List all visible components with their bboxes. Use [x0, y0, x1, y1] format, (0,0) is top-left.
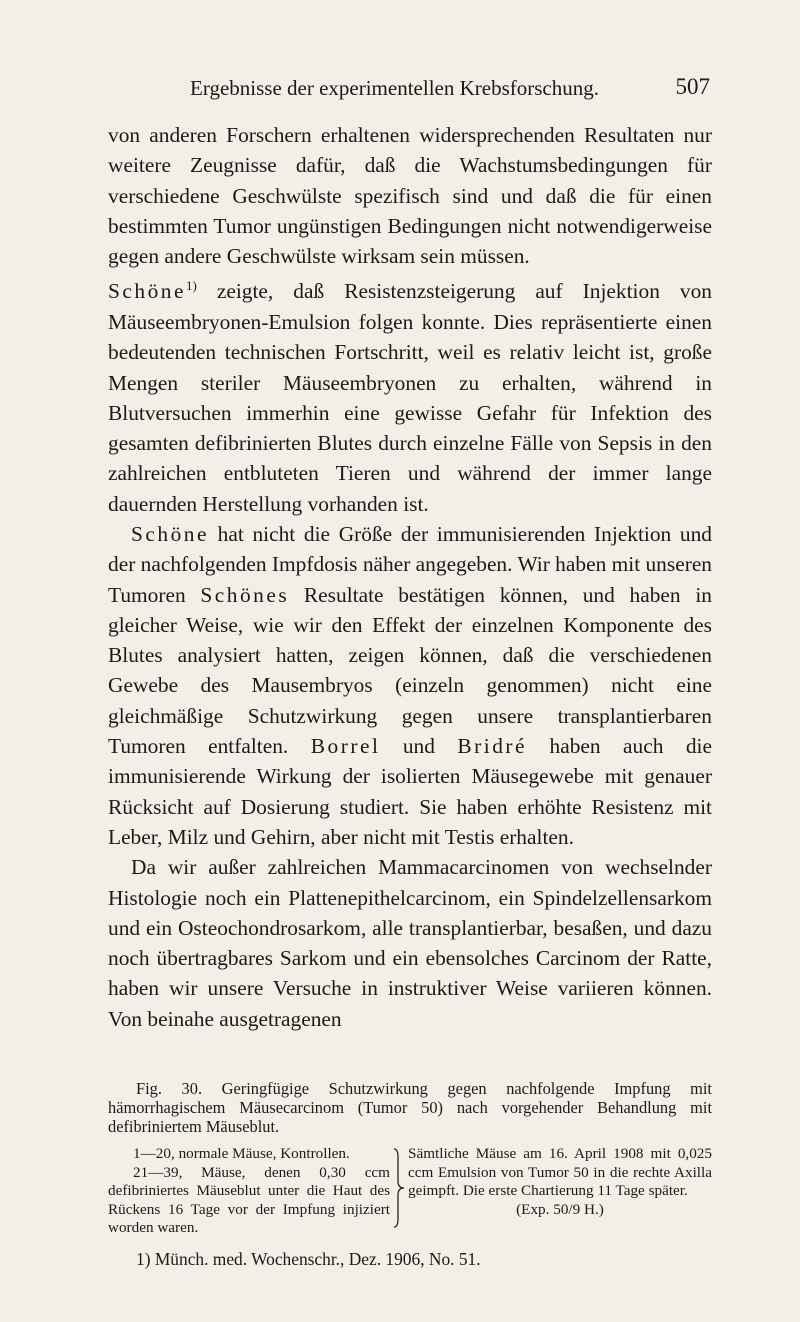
author-name: Borrel	[310, 734, 381, 759]
experiment-id: (Exp. 50/9 H.)	[516, 1200, 604, 1218]
paragraph-2-part-b: Resultate bestätigen können, und haben in gleicher Weise, wie wir den Effekt der einzelnen Komponente des Blutes analysiert hatten, zeigen können, daß die verschiedenen Gewebe des Mausembryos (einzeln genommen) nicht eine gleichmäßige Schutzwirkung gegen unsere transplantierbaren Tumoren entfalten.	[108, 582, 712, 759]
paragraph-1-part-a: von anderen Forschern erhaltenen widersprechenden Resultaten nur weitere Zeugnisse dafür, daß die Wachstumsbedingungen für verschiedene Geschwülste spezifisch sind und daß die für einen bestimmten Tumor ungünstigen Bedingungen nicht notwendigerweise gegen andere Geschwülste wirksam sein müssen.	[108, 123, 712, 269]
paragraph-2-part-d: haben auch die immunisierende Wirkung der isolierten Mäusegewebe mit genauer Rücksicht auf Dosierung studiert. Sie haben erhöhte Resistenz mit Leber, Milz und Gehirn, aber nicht mit Testis erhalten.	[108, 734, 712, 849]
author-name: Bridré	[457, 734, 528, 759]
legend-treated-group: 21—39, Mäuse, denen 0,30 ccm defibriniertes Mäuseblut unter die Haut des Rückens 16 Tage vor der Impfung injiziert worden waren.	[108, 1163, 390, 1236]
main-text	[108, 120, 712, 1034]
paragraph-3: Da wir außer zahlreichen Mammacarcinomen von wechselnder Histologie noch ein Plattenepithelcarcinom, ein Spindelzellensarkom und ein Osteochondrosarkom, alle transplantierbar, besaßen, und dazu noch übertragbares Sarkom und ein ebensolches Carcinom der Ratte, haben wir unsere Versuche in instruktiver Weise variieren können. Von beinahe ausgetragenen	[108, 855, 712, 1031]
page-number: 507	[675, 74, 710, 99]
paragraph-1	[108, 120, 712, 519]
running-header	[190, 76, 710, 106]
author-name: Schöne	[108, 279, 186, 304]
legend-procedure	[408, 1145, 712, 1219]
legend-procedure-text: Sämtliche Mäuse am 16. April 1908 mit 0,025 ccm Emulsion von Tumor 50 in die rechte Axilla geimpft. Die erste Chartierung 11 Tage später.	[408, 1145, 712, 1199]
running-title: Ergebnisse der experimentellen Krebsforschung.	[190, 76, 599, 100]
footnote-marker: 1)	[185, 278, 197, 294]
figure-caption-text: Fig. 30. Geringfügige Schutzwirkung gegen nachfolgende Impfung mit hämorrhagischem Mäusecarcinom (Tumor 50) nach vorgehender Behandlung mit defibriniertem Mäuseblut.	[108, 1079, 712, 1136]
paragraph-2-part-c: und	[380, 734, 458, 759]
legend-control-group: 1—20, normale Mäuse, Kontrollen.	[133, 1145, 350, 1162]
paragraph-2-part-a: hat nicht die Größe der immunisierenden Injektion und der nachfolgenden Impfdosis näher angegeben. Wir haben mit unseren Tumoren	[108, 521, 713, 607]
paragraph-1-part-b: zeigte, daß Resistenzsteigerung auf Injektion von Mäuseembryonen-Emulsion folgen konnte. Dies repräsentierte einen bedeutenden technischen Fortschritt, weil es relativ leicht ist, große Mengen steriler Mäuseembryonen zu erhalten, während in Blutversuchen immerhin eine gewisse Gefahr für Infektion des gesamten defibrinierten Blutes durch einzelne Fälle von Sepsis in den zahlreichen entbluteten Tieren und während der immer lange dauernden Herstellung vorhanden ist.	[108, 279, 712, 516]
figure-legend	[108, 1145, 712, 1235]
paragraph-2	[108, 519, 712, 852]
author-name: Schöne	[131, 521, 209, 546]
brace-icon	[392, 1147, 406, 1229]
legend-groups	[108, 1145, 390, 1238]
footnote: 1) Münch. med. Wochenschr., Dez. 1906, No. 51.	[136, 1249, 481, 1269]
author-name: Schönes	[200, 582, 290, 607]
figure-caption	[108, 1080, 712, 1136]
